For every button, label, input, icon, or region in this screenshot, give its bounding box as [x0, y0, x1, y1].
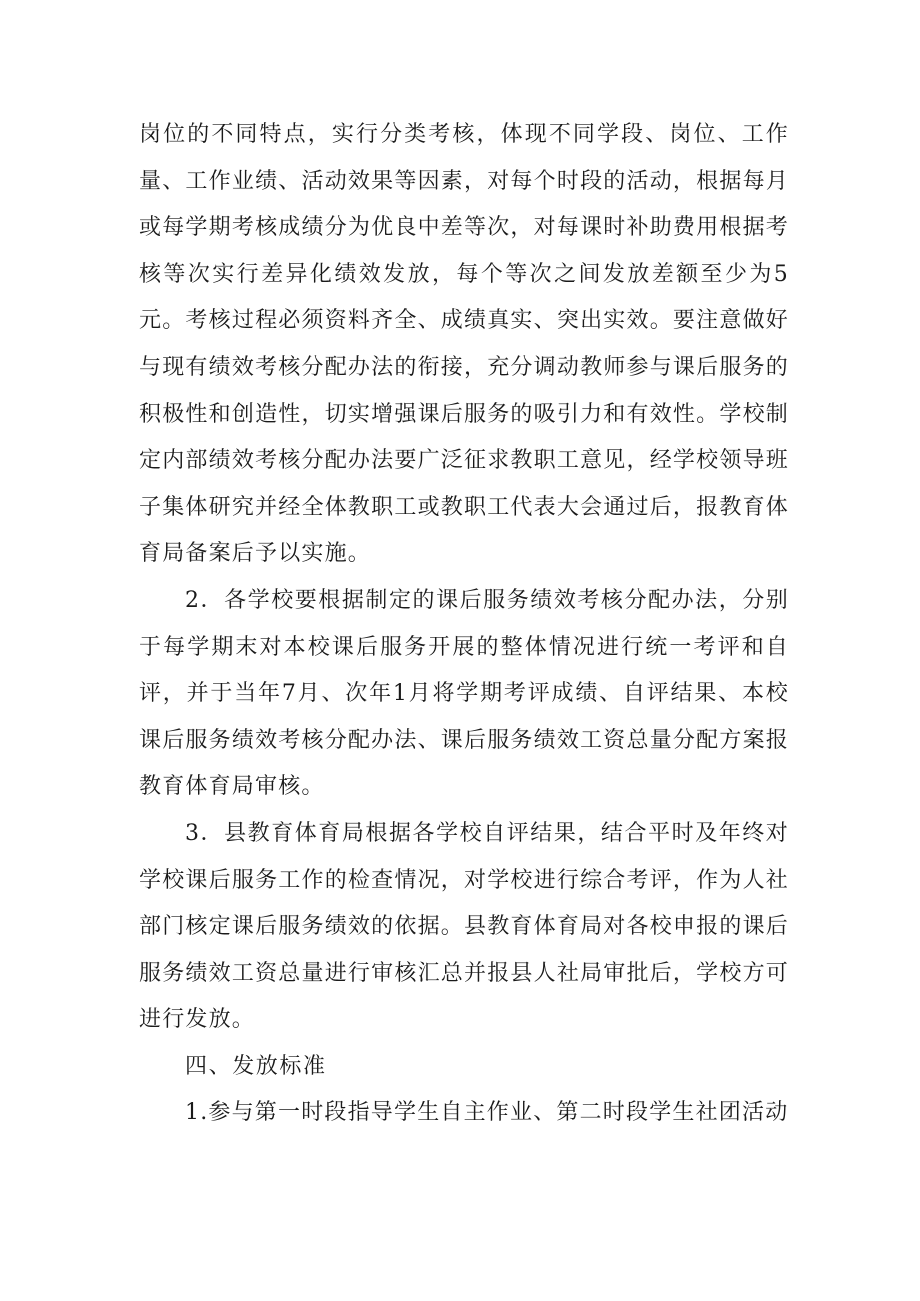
paragraph-continuation: 岗位的不同特点，实行分类考核，体现不同学段、岗位、工作量、工作业绩、活动效果等因素，对每个时段的活动，根据每月或每学期考核成绩分为优良中差等次，对每课时补助费用根据考核等次实行差异化绩效发放，每个等次之间发放差额至少为5元。考核过程必须资料齐全、成绩真实、突出实效。要注意做好与现有绩效考核分配办法的衔接，充分调动教师参与课后服务的积极性和创造性，切实增强课后服务的吸引力和有效性。学校制定内部绩效考核分配办法要广泛征求教职工意见，经学校领导班子集体研究并经全体教职工或教职工代表大会通过后，报教育体育局备案后予以实施。	[139, 122, 789, 567]
paragraph-item-3: 3．县教育体育局根据各学校自评结果，结合平时及年终对学校课后服务工作的检查情况，对学校进行综合考评，作为人社部门核定课后服务绩效的依据。县教育体育局对各校申报的课后服务绩效工资总量进行审核汇总并报县人社局审批后，学校方可进行发放。	[139, 820, 789, 1033]
paragraph-item-2: 2．各学校要根据制定的课后服务绩效考核分配办法，分别于每学期末对本校课后服务开展的整体情况进行统一考评和自评，并于当年7月、次年1月将学期考评成绩、自评结果、本校课后服务绩效考核分配办法、课后服务绩效工资总量分配方案报教育体育局审核。	[139, 587, 789, 800]
section-heading: 四、发放标准	[185, 1053, 327, 1079]
document-body	[139, 112, 789, 1137]
paragraph-item-1-standard: 1.参与第一时段指导学生自主作业、第二时段学生社团活动	[185, 1100, 789, 1126]
